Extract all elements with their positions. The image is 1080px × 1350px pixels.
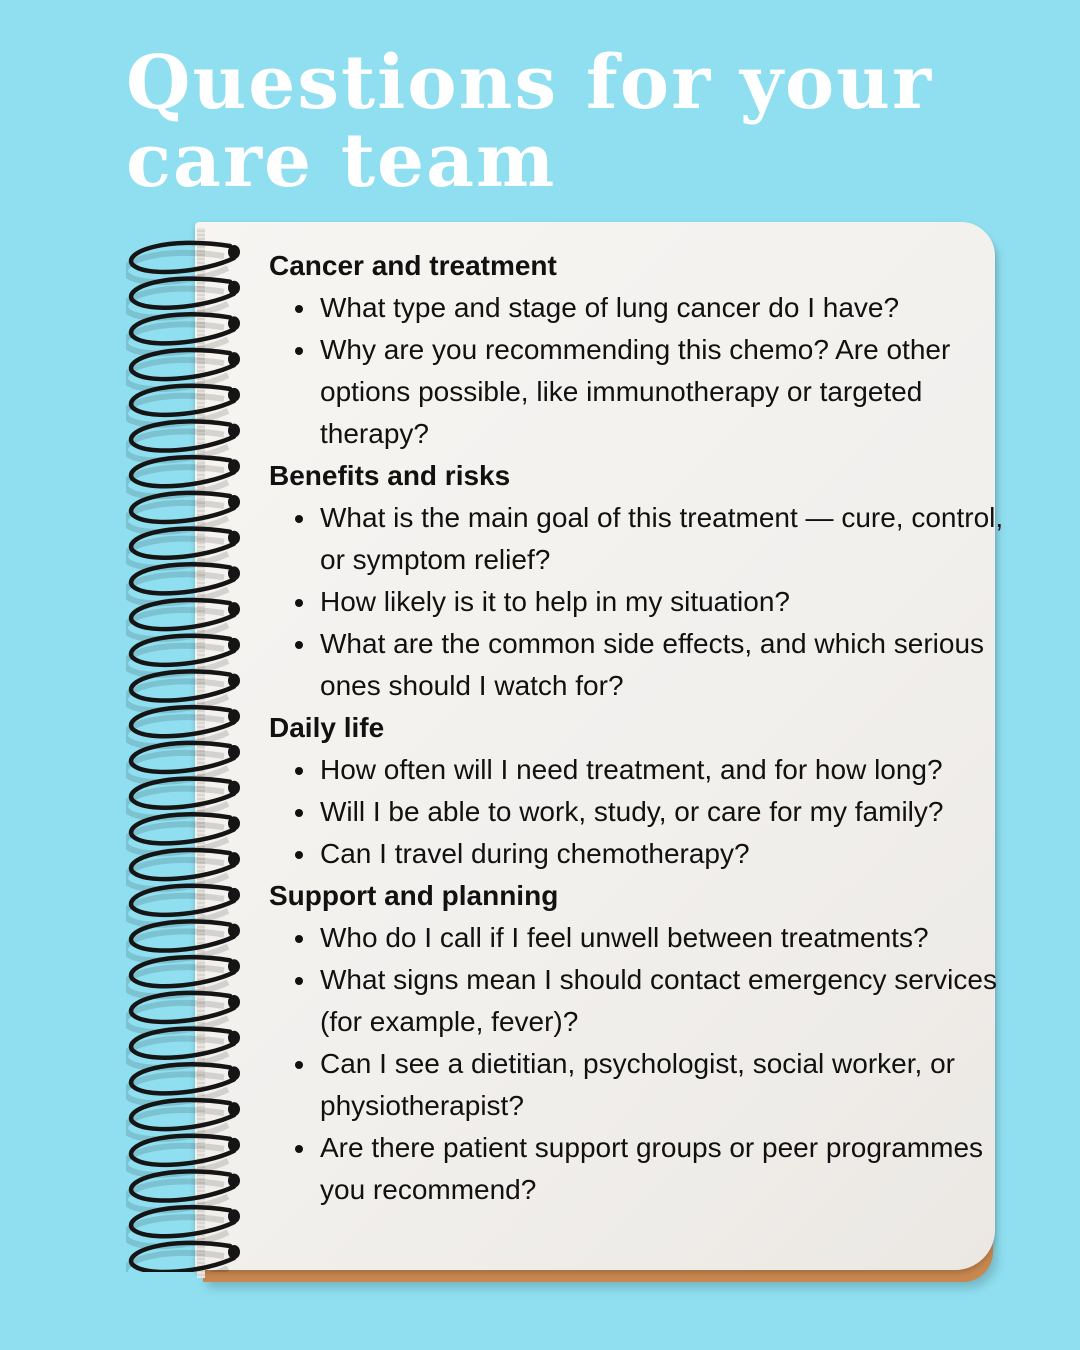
question-group-benefits-and-risks <box>269 497 1009 707</box>
spiral-coil <box>126 564 240 603</box>
spiral-coil <box>126 314 240 353</box>
spiral-coil <box>126 636 240 675</box>
spiral-coil <box>126 1171 240 1210</box>
spiral-coil <box>126 671 240 710</box>
section-heading-daily-life: Daily life <box>269 712 385 743</box>
page-title-line-2: care team <box>126 118 557 204</box>
spiral-coil <box>126 707 240 746</box>
section-heading-cancer-and-treatment: Cancer and treatment <box>269 250 557 281</box>
question-item: How likely is it to help in my situation? <box>269 581 1009 623</box>
spiral-coil <box>126 1064 240 1103</box>
section-heading-support-and-planning: Support and planning <box>269 880 559 911</box>
spiral-coil <box>126 921 240 960</box>
spiral-coil <box>126 243 240 282</box>
question-group-daily-life <box>269 749 1009 875</box>
page-title-line-1: Questions for your <box>126 40 933 126</box>
spiral-coil <box>126 279 240 318</box>
spiral-coil <box>126 493 240 532</box>
spiral-coil <box>126 743 240 782</box>
spiral-coil <box>126 1100 240 1139</box>
question-item: Will I be able to work, study, or care for my family? <box>269 791 1009 833</box>
spiral-coil <box>126 350 240 389</box>
spiral-coil <box>126 421 240 460</box>
spiral-coil <box>126 600 240 639</box>
spiral-coil <box>126 457 240 496</box>
spiral-coil <box>126 814 240 853</box>
spiral-coil <box>126 993 240 1032</box>
question-item: How often will I need treatment, and for how long? <box>269 749 1009 791</box>
question-item: What is the main goal of this treatment — cure, control, or symptom relief? <box>269 497 1009 581</box>
spiral-coil <box>126 1136 240 1175</box>
question-item: What type and stage of lung cancer do I have? <box>269 287 1009 329</box>
spiral-coil <box>126 850 240 889</box>
question-item: Why are you recommending this chemo? Are other options possible, like immunotherapy or targeted therapy? <box>269 329 1009 455</box>
page-title <box>126 40 1026 204</box>
question-group-support-and-planning <box>269 917 1009 1211</box>
spiral-coil <box>126 529 240 568</box>
spiral-coil <box>126 386 240 425</box>
spiral-coil <box>126 1029 240 1068</box>
spiral-coil <box>126 886 240 925</box>
question-group-cancer-and-treatment <box>269 287 1009 455</box>
question-item: Can I see a dietitian, psychologist, social worker, or physiotherapist? <box>269 1043 1009 1127</box>
question-item: Who do I call if I feel unwell between treatments? <box>269 917 1009 959</box>
spiral-coil <box>126 1207 240 1246</box>
question-item: What are the common side effects, and which serious ones should I watch for? <box>269 623 1009 707</box>
spiral-binding-icon <box>126 232 266 1272</box>
section-heading-benefits-and-risks: Benefits and risks <box>269 460 511 491</box>
question-list <box>269 245 1009 1211</box>
spiral-coil <box>126 779 240 818</box>
question-item: Can I travel during chemotherapy? <box>269 833 1009 875</box>
spiral-coil <box>126 957 240 996</box>
question-item: What signs mean I should contact emergency services (for example, fever)? <box>269 959 1009 1043</box>
question-item: Are there patient support groups or peer programmes you recommend? <box>269 1127 1009 1211</box>
